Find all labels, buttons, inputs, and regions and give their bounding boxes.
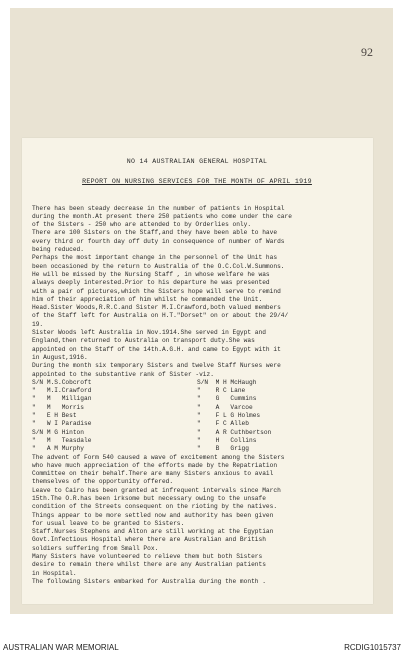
appointment-entry: " G Cummins <box>197 395 257 403</box>
text-line: The advent of Form 540 caused a wave of excitement among the Sisters <box>32 453 285 461</box>
appointment-entry: " M Teasdale <box>32 436 92 444</box>
text-line: every third or fourth day off duty in consequence of number of Wards <box>32 237 285 245</box>
appointment-entry: " W I Paradise <box>32 420 92 428</box>
text-line: for usual leave to be granted to Sisters. <box>32 519 185 527</box>
text-line: him of their appreciation of him whilst he commanded the Unit. <box>32 295 263 303</box>
folio-number: 92 <box>361 45 373 59</box>
text-line: Leave to Cairo has been granted at infrequent intervals since March <box>32 486 281 494</box>
text-line: Sister Woods left Australia in Nov.1914.She served in Egypt and <box>32 329 266 337</box>
appointment-entry: S/N M.S.Cobcroft <box>32 378 92 386</box>
text-line: been occasioned by the return to Australia of the O.C.Col.W.Summons. <box>32 262 285 270</box>
text-line: England,then returned to Australia on transport duty.She was <box>32 337 255 345</box>
text-line: desire to remain there whilst there are any Australian patients <box>32 561 266 569</box>
text-line: Committee on their behalf.There are many Sisters anxious to avail <box>32 470 274 478</box>
appointment-entry: S/N M H McHaugh <box>197 378 257 386</box>
text-line: of the Sisters - 250 who are attended to by Orderlies only. <box>32 221 252 229</box>
appointments-column-left <box>32 379 197 454</box>
appointments-list <box>32 379 362 454</box>
text-line: He will be missed by the Nursing Staff , in whose welfare he was <box>32 270 270 278</box>
report-title: NO 14 AUSTRALIAN GENERAL HOSPITAL <box>126 158 268 165</box>
appointment-entry: " A Varcoe <box>197 403 253 411</box>
text-line: in Hospital. <box>32 569 77 577</box>
text-line: Govt.Infectious Hospital where there are Australian and British <box>32 536 266 544</box>
institution-label: AUSTRALIAN WAR MEMORIAL <box>3 643 119 652</box>
appointment-entry: " M Morris <box>32 403 84 411</box>
text-line: who have much appreciation of the efforts made by the Repatriation <box>32 461 278 469</box>
appointment-entry: " A M Murphy <box>32 445 84 453</box>
text-line: appointed to the substantive rank of Sister -viz. <box>32 370 214 378</box>
text-line: Things appear to be more settled now and authority has been given <box>32 511 274 519</box>
appointment-entry: " M.I.Crawford <box>32 387 92 395</box>
text-line: in August,1916. <box>32 353 88 361</box>
report-text <box>32 158 362 586</box>
appointment-entry: " H Collins <box>197 436 257 444</box>
appointment-entry: " A R Cuthbertson <box>197 428 272 436</box>
text-line: Head.Sister Woods,R.R.C.and Sister M.I.Crawford,both valued members <box>32 304 281 312</box>
report-subtitle: REPORT ON NURSING SERVICES FOR THE MONTH OF APRIL 1919 <box>82 178 312 186</box>
paragraph-patients <box>32 205 362 255</box>
text-line: Perhaps the most important change in the personnel of the Unit has <box>32 254 278 262</box>
text-line: condition of the Streets consequent on the rioting by the natives. <box>32 503 278 511</box>
report-body <box>32 205 362 587</box>
typed-report-page <box>22 138 373 604</box>
text-line: There has been steady decrease in the number of patients in Hospital <box>32 204 285 212</box>
text-line: being reduced. <box>32 246 84 254</box>
text-line: of the Staff left for Australia on H.T."Dorset" on or about the 29/4/ <box>32 312 289 320</box>
text-line: There are 100 Sisters on the Staff,and they have been able to have <box>32 229 278 237</box>
appointment-entry: " M Milligan <box>32 395 92 403</box>
text-line: 15th.The O.R.has been irksome but necessary owing to the unsafe <box>32 494 266 502</box>
text-line: always deeply interested.Prior to his departure he was presented <box>32 279 270 287</box>
text-line: themselves of the opportunity offered. <box>32 478 174 486</box>
appointment-entry: S/N M G Hinton <box>32 428 84 436</box>
appointment-entry: " R C Lane <box>197 387 246 395</box>
text-line: soldiers suffering from Small Pox. <box>32 544 159 552</box>
text-line: 19. <box>32 320 44 328</box>
appointment-entry: " F L G Holmes <box>197 412 261 420</box>
appointment-entry: " F C Alleb <box>197 420 249 428</box>
text-line: appointed on the Staff of the 14th.A.G.H. and came to Egypt with it <box>32 345 281 353</box>
footer-bar <box>0 614 405 654</box>
record-reference: RCDIG1015737 <box>344 643 401 652</box>
appointment-entry: " B Grigg <box>197 445 249 453</box>
paragraph-leave-and-duties <box>32 454 362 587</box>
appointment-entry: " E H Best <box>32 412 77 420</box>
text-line: with a pair of pictures,which the Sisters hope will serve to remind <box>32 287 281 295</box>
text-line: during the month.At present there 250 patients who come under the care <box>32 212 292 220</box>
text-line: Staff.Nurses Stephens and Alton are still working at the Egyptian <box>32 528 274 536</box>
appointments-column-right <box>197 379 362 454</box>
text-line: The following Sisters embarked for Australia during the month . <box>32 577 266 585</box>
text-line: During the month six temporary Sisters and twelve Staff Nurses were <box>32 362 281 370</box>
paragraph-personnel <box>32 254 362 378</box>
text-line: Many Sisters have volunteered to relieve them but both Sisters <box>32 553 263 561</box>
